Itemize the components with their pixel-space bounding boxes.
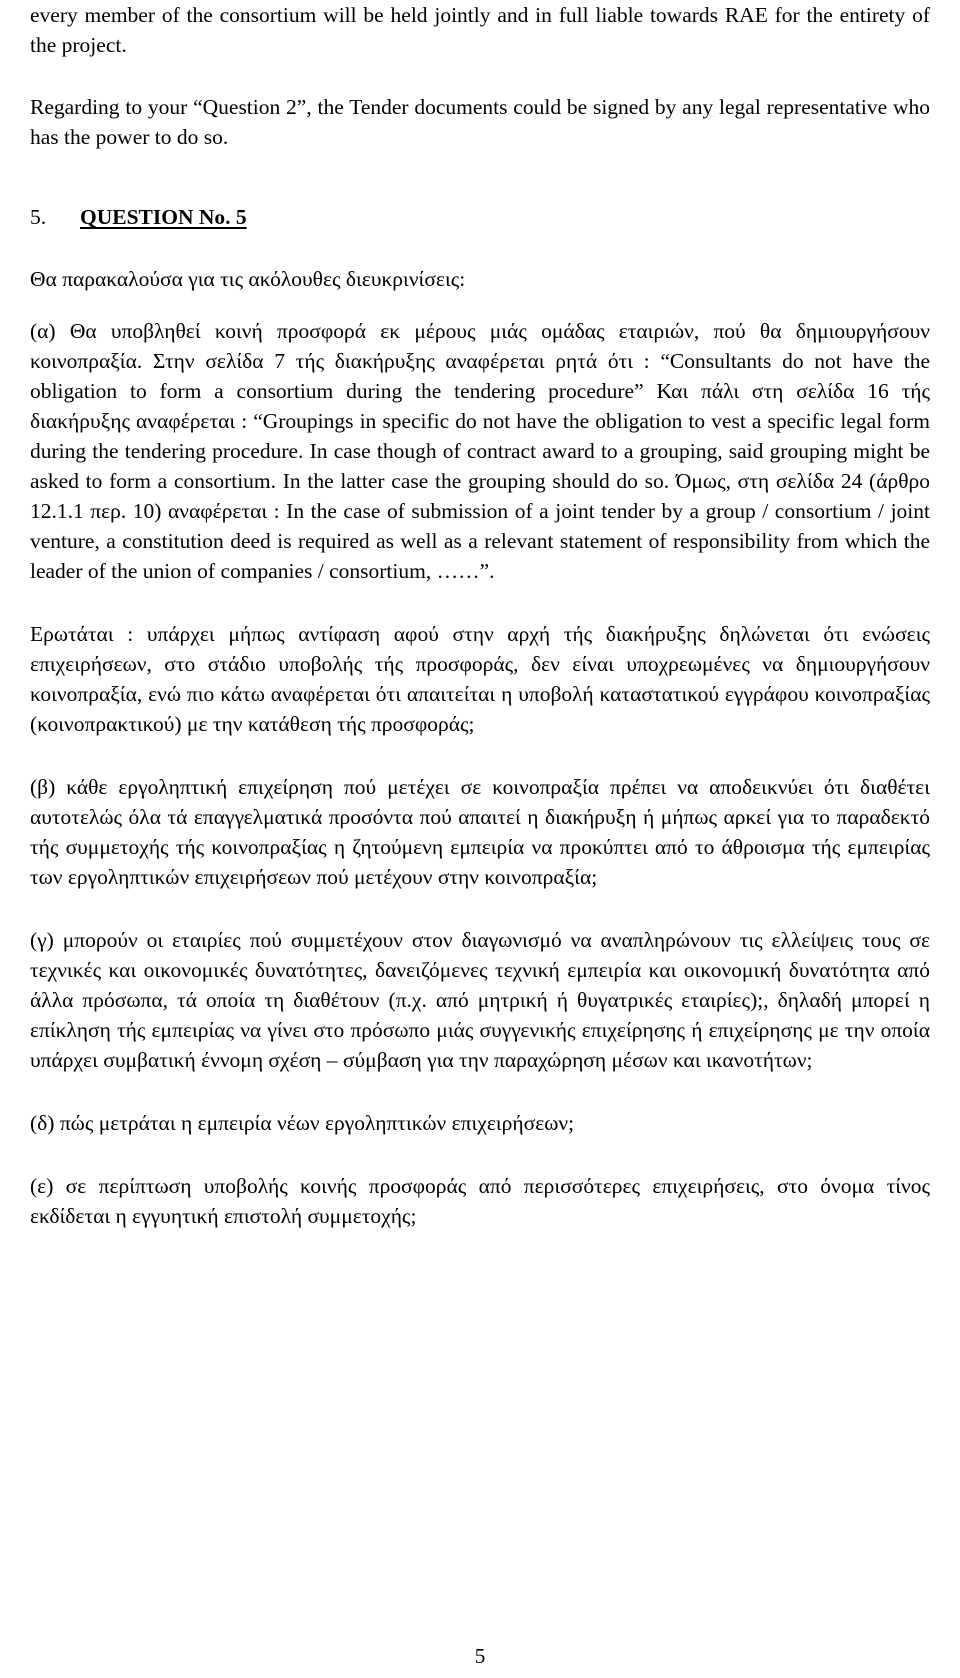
question-heading	[30, 202, 930, 232]
paragraph-delta: (δ) πώς μετράται η εμπειρία νέων εργοληπτικών επιχειρήσεων;	[30, 1111, 575, 1135]
paragraph-beta: (β) κάθε εργοληπτική επιχείρηση πού μετέχει σε κοινοπραξία πρέπει να αποδεικνύει ότι διαθέτει αυτοτελώς όλα τά επαγγελματικά προσόντα πού απαιτεί η διακήρυξη ή μήπως αρκεί για το παραδεκτό τής συμμετοχής τής κοινοπραξίας η ζητούμενη εμπειρία να προκύπτει από το άθροισμα τής εμπειρίας των εργοληπτικών επιχειρήσεων πού μετέχουν στην κοινοπραξία;	[30, 775, 930, 889]
page-number: 5	[474, 1644, 486, 1668]
paragraph-epsilon: (ε) σε περίπτωση υποβολής κοινής προσφοράς από περισσότερες επιχειρήσεις, στο όνομα τίνος εκδίδεται η εγγυητική επιστολή συμμετοχής;	[30, 1174, 930, 1228]
paragraph-question: Ερωτάται : υπάρχει μήπως αντίφαση αφού στην αρχή τής διακήρυξης δηλώνεται ότι ενώσεις επιχειρήσεων, στο στάδιο υποβολής τής προσφοράς, δεν είναι υποχρεωμένες να δημιουργήσουν κοινοπραξία, ενώ πιο κάτω αναφέρεται ότι απαιτείται η υποβολή καταστατικού εγγράφου κοινοπραξίας (κοινοπρακτικού) με την κατάθεση τής προσφοράς;	[30, 622, 930, 736]
paragraph-alpha: (α) Θα υποβληθεί κοινή προσφορά εκ μέρους μιάς ομάδας εταιριών, πού θα δημιουργήσουν κοινοπραξία. Στην σελίδα 7 τής διακήρυξης αναφέρεται ρητά ότι : “Consultants do not have the obligation to form a consortium during the tendering procedure” Και πάλι στη σελίδα 16 τής διακήρυξης αναφέρεται : “Groupings in specific do not have the obligation to vest a specific legal form during the tendering procedure. In case though of contract award to a grouping, said grouping might be asked to form a consortium. In the latter case the grouping should do so. Όμως, στη σελίδα 24 (άρθρο 12.1.1 περ. 10) αναφέρεται : In the case of submission of a joint tender by a group / consortium / joint venture, a constitution deed is required as well as a relevant statement of responsibility from which the leader of the union of companies / consortium, ……”.	[30, 319, 930, 583]
question-number: 5.	[30, 205, 47, 229]
question-title: QUESTION No. 5	[80, 205, 247, 229]
document-body	[30, 0, 930, 1231]
paragraph-gamma: (γ) μπορούν οι εταιρίες πού συμμετέχουν στον διαγωνισμό να αναπληρώνουν τις ελλείψεις τους σε τεχνικές και οικονομικές δυνατότητες, δανειζόμενες τεχνική εμπειρία και οικονομική δυνατότητα από άλλα πρόσωπα, τά οποία τη διαθέτουν (π.χ. από μητρική ή θυγατρικές εταιρίες);, δηλαδή μπορεί η επίκληση τής εμπειρίας να γίνει στο πρόσωπο μιάς συγγενικής επιχείρησης ή επιχείρησης με την οποία υπάρχει συμβατική έννομη σχέση – σύμβαση για την παραχώρηση μέσων και ικανοτήτων;	[30, 928, 930, 1072]
paragraph-intro: every member of the consortium will be held jointly and in full liable towards RAE for the entirety of the project.	[30, 3, 930, 57]
paragraph-request: Θα παρακαλούσα για τις ακόλουθες διευκρινίσεις:	[30, 267, 466, 291]
paragraph-regarding: Regarding to your “Question 2”, the Tender documents could be signed by any legal representative who has the power to do so.	[30, 95, 930, 149]
